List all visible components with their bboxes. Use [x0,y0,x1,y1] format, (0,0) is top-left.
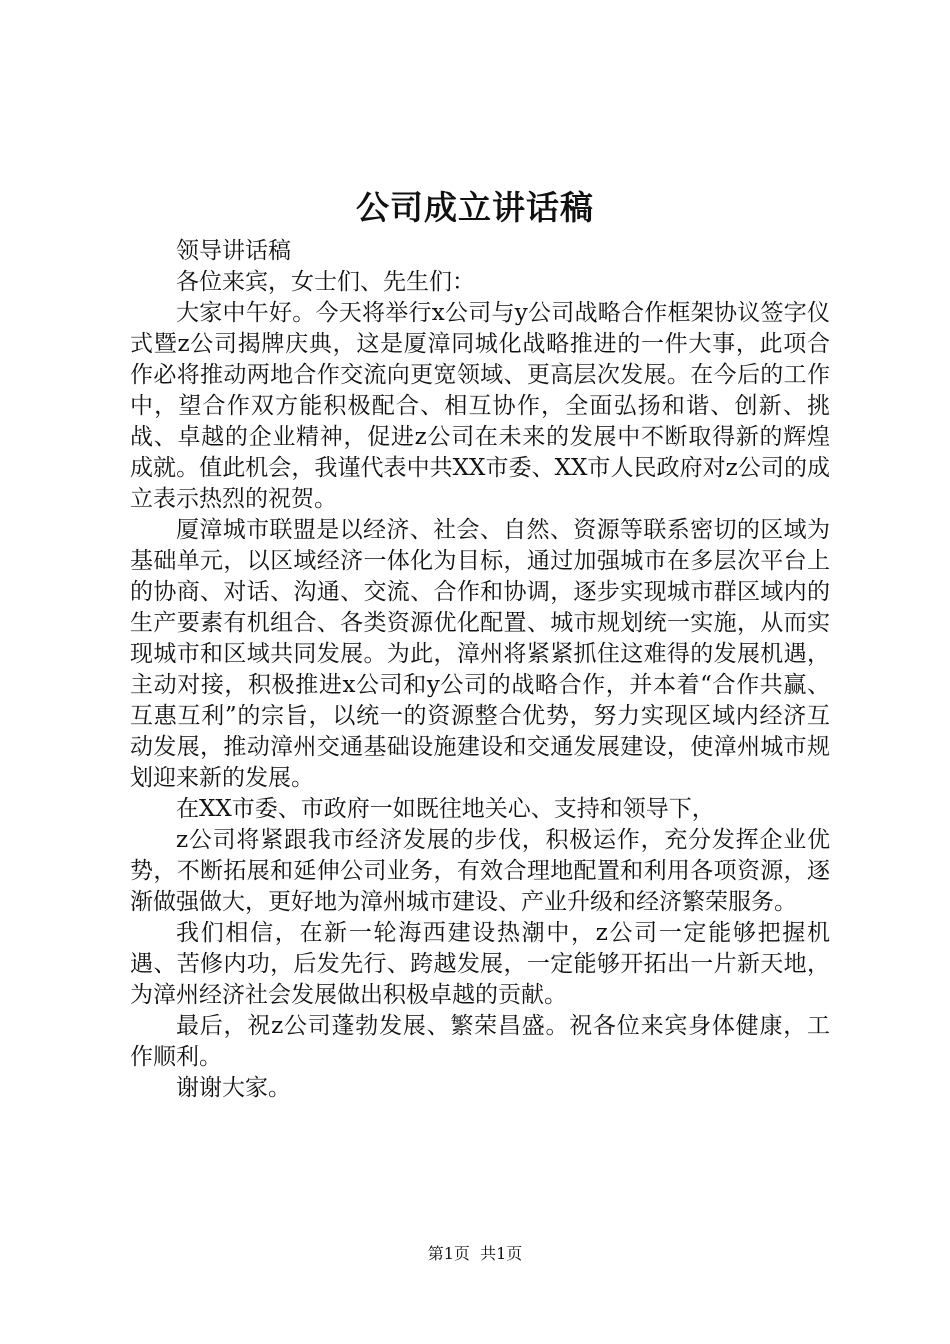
page-number-footer: 第1页 共1页 [427,1244,523,1263]
paragraph-salutation: 各位来宾，女士们、先生们： [176,269,475,295]
paragraph-city-alliance: 厦漳城市联盟是以经济、社会、自然、资源等联系密切的区域为基础单元，以区域经济一体化为目标，通过加强城市在多层次平台上的协商、对话、沟通、交流、合作和协调，逐步实现城市群区域内的生产要素有机组合、各类资源优化配置、城市规划统一实施，从而实现城市和区域共同发展。为此，漳州将紧紧抓住这难得的发展机遇，主动对接，积极推进x公司和y公司的战略合作，并本着“合作共赢、互惠互利”的宗旨，以统一的资源整合优势，努力实现区域内经济互动发展，推动漳州交通基础设施建设和交通发展建设，使漳州城市规划迎来新的发展。 [130,517,830,791]
document-body [130,236,830,1104]
paragraph-belief: 我们相信，在新一轮海西建设热潮中，z公司一定能够把握机遇、苦修内功，后发先行、跨越发展，一定能够开拓出一片新天地，为漳州经济社会发展做出积极卓越的贡献。 [130,920,830,1008]
paragraph-closing-wish: 最后，祝z公司蓬勃发展、繁荣昌盛。祝各位来宾身体健康，工作顺利。 [130,1013,830,1070]
paragraph-thanks: 谢谢大家。 [176,1075,291,1101]
paragraph-support: 在XX市委、市政府一如既往地关心、支持和领导下， [176,796,715,822]
paragraph-subtitle: 领导讲话稿 [176,238,291,264]
paragraph-company-plan: z公司将紧跟我市经济发展的步伐，积极运作，充分发挥企业优势，不断拓展和延伸公司业务，有效合理地配置和利用各项资源，逐渐做强做大，更好地为漳州城市建设、产业升级和经济繁荣服务。 [130,827,830,915]
paragraph-opening: 大家中午好。今天将举行x公司与y公司战略合作框架协议签字仪式暨z公司揭牌庆典，这是厦漳同城化战略推进的一件大事，此项合作必将推动两地合作交流向更宽领域、更高层次发展。在今后的工作中，望合作双方能积极配合、相互协作，全面弘扬和谐、创新、挑战、卓越的企业精神，促进z公司在未来的发展中不断取得新的辉煌成就。值此机会，我谨代表中共XX市委、XX市人民政府对z公司的成立表示热烈的祝贺。 [130,300,830,512]
document-title: 公司成立讲话稿 [356,188,594,227]
